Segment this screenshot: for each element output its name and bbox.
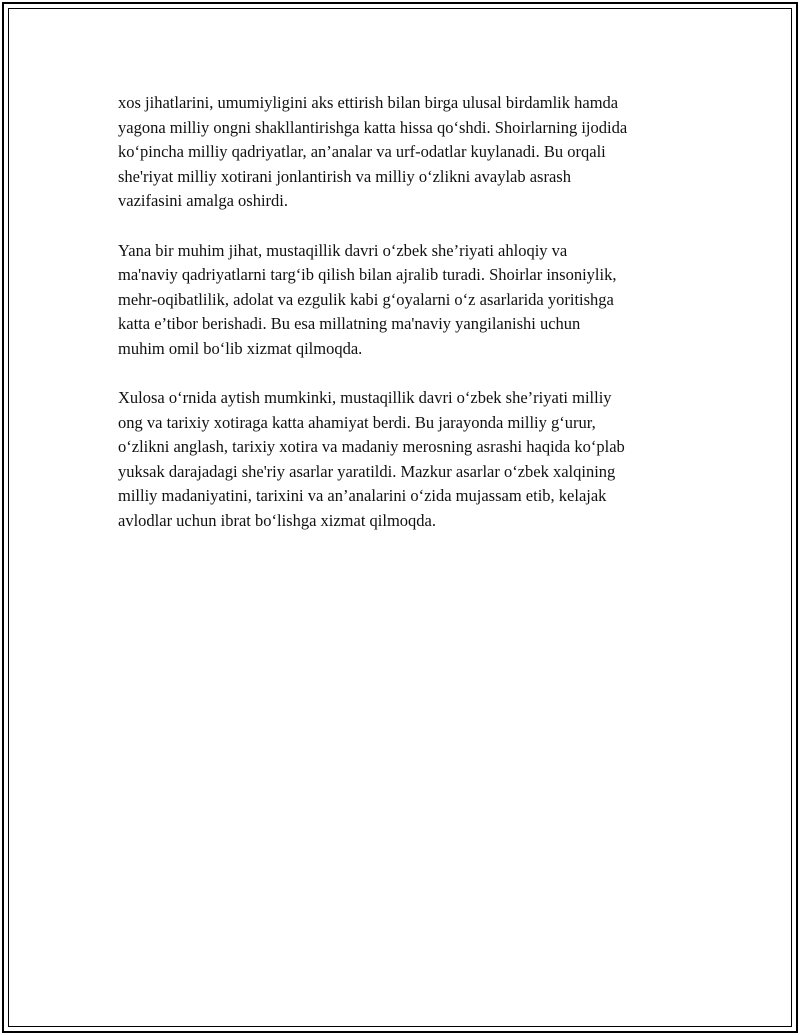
text-line: yuksak darajadagi she'riy asarlar yaratildi. Mazkur asarlar o‘zbek xalqining bbox=[118, 461, 616, 481]
text-line: vazifasini amalga oshirdi. bbox=[118, 191, 288, 210]
document-body bbox=[118, 91, 718, 558]
paragraph-3 bbox=[118, 386, 718, 533]
text-line: katta e’tibor berishadi. Bu esa millatning ma'naviy yangilanishi uchun bbox=[118, 314, 581, 333]
text-line: yagona milliy ongni shakllantirishga katta hissa qo‘shdi. Shoirlarning ijodida bbox=[118, 117, 628, 137]
text-line: o‘zlikni anglash, tarixiy xotira va madaniy merosning asrashi haqida ko‘plab bbox=[118, 437, 625, 456]
text-line: avlodlar uchun ibrat bo‘lishga xizmat qilmoqda. bbox=[118, 510, 437, 530]
text-line: muhim omil bo‘lib xizmat qilmoqda. bbox=[118, 338, 363, 358]
text-line: ma'naviy qadriyatlarni targ‘ib qilish bilan ajralib turadi. Shoirlar insoniylik, bbox=[118, 265, 617, 284]
paragraph-2 bbox=[118, 239, 718, 362]
text-line: Xulosa o‘rnida aytish mumkinki, mustaqillik davri o‘zbek she’riyati milliy bbox=[118, 388, 612, 407]
text-line: xos jihatlarini, umumiyligini aks ettirish bilan birga ulusal birdamlik hamda bbox=[118, 93, 619, 112]
text-line: ong va tarixiy xotiraga katta ahamiyat berdi. Bu jarayonda milliy g‘urur, bbox=[118, 412, 596, 432]
text-line: milliy madaniyatini, tarixini va an’analarini o‘zida mujassam etib, kelajak bbox=[118, 486, 607, 505]
text-line: she'riyat milliy xotirani jonlantirish va milliy o‘zlikni avaylab asrash bbox=[118, 166, 571, 186]
paragraph-1 bbox=[118, 91, 718, 214]
text-line: ko‘pincha milliy qadriyatlar, an’analar va urf-odatlar kuylanadi. Bu orqali bbox=[118, 142, 606, 161]
text-line: Yana bir muhim jihat, mustaqillik davri o‘zbek she’riyati ahloqiy va bbox=[118, 240, 568, 260]
text-line: mehr-oqibatlilik, adolat va ezgulik kabi g‘oyalarni o‘z asarlarida yoritishga bbox=[118, 289, 614, 309]
